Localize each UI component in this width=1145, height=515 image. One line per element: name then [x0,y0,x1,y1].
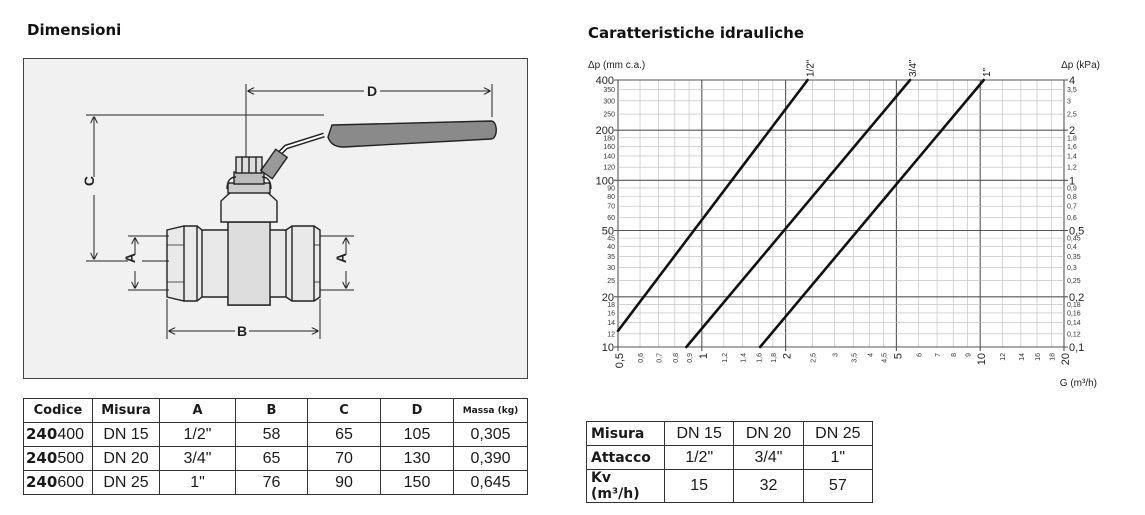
y-right-tick-label: 0,35 [1067,253,1081,261]
y-right-tick-label: 1,4 [1067,153,1077,161]
y-right-tick-label: 1 [1069,175,1076,188]
y-right-tick-label: 1,8 [1067,135,1077,143]
hyd-cell: 3/4" [734,446,803,470]
misura-cell: DN 25 [93,471,160,495]
massa-cell: 0,645 [454,471,528,495]
y-left-tick-label: 160 [603,143,615,151]
y-left-tick-label: 16 [607,310,615,318]
x-tick-label: 4 [867,353,875,357]
y-left-tick-label: 100 [595,175,614,188]
y-left-tick-label: 120 [603,164,615,172]
series-label: 1/2" [805,59,817,77]
d-cell: 150 [381,471,454,495]
plot-frame [618,80,1064,347]
c-cell: 90 [308,471,381,495]
y-left-tick-label: 45 [607,235,615,243]
x-tick-label: 0,7 [656,353,664,363]
y-right-tick-label: 0,16 [1067,310,1081,318]
x-tick-label: 1,8 [770,353,778,363]
series-label: 3/4" [908,59,920,77]
table-row [587,422,873,446]
x-tick-label: 20 [1060,353,1072,366]
table-row [24,447,528,471]
y-left-tick-label: 20 [601,291,614,304]
x-tick-label: 3 [832,353,840,357]
hyd-cell: 15 [665,470,734,503]
hyd-row-label: Kv (m³/h) [587,470,665,503]
dimensions-title: Dimensioni [27,21,122,39]
code-suffix: 500 [57,450,85,467]
code-cell [24,423,93,447]
y-right-tick-label: 0,7 [1067,203,1077,211]
y-right-tick-label: 1,6 [1067,143,1077,151]
y-right-tick-label: 0,9 [1067,185,1077,193]
massa-cell: 0,390 [454,447,528,471]
d-cell: 130 [381,447,454,471]
dimensions-header-row [24,399,528,423]
y-left-tick-label: 400 [595,75,614,87]
code-suffix: 600 [57,474,85,491]
hyd-cell: 1" [803,446,872,470]
x-tick-label: 3,5 [851,353,859,363]
hyd-header-dn15: DN 15 [665,422,734,446]
y-right-tick-label: 0,25 [1067,278,1081,286]
y-left-tick-label: 10 [601,342,614,354]
y-right-tick-label: 0,14 [1067,320,1081,328]
y-left-tick-label: 18 [607,301,615,309]
c-cell: 65 [308,423,381,447]
y-right-tick-label: 2 [1069,125,1076,138]
y-right-tick-label: 0,3 [1067,264,1077,272]
header-a: A [160,399,236,423]
y-left-tick-label: 350 [603,87,615,95]
label-a-right: A [333,252,349,264]
header-b: B [236,399,308,423]
y-right-tick-label: 0,8 [1067,193,1077,201]
y-right-tick-label: 3 [1067,98,1071,106]
y-right-tick-label: 0,5 [1069,225,1085,238]
y-right-tick-label: 0,1 [1069,342,1085,354]
y-right-tick-label: 0,2 [1069,291,1085,304]
y-right-tick-label: 3,5 [1067,87,1077,95]
code-cell [24,447,93,471]
code-cell [24,471,93,495]
x-tick-label: 1 [697,353,710,360]
y-right-tick-label: 2,5 [1067,111,1077,119]
x-tick-label: 9 [965,353,973,357]
d-cell: 105 [381,423,454,447]
hydraulic-title: Caratteristiche idrauliche [588,24,805,42]
y-left-tick-label: 250 [603,111,615,119]
label-d: D [366,83,378,99]
b-cell: 76 [236,471,308,495]
y-right-tick-label: 4 [1069,75,1076,87]
y-left-tick-label: 60 [607,214,615,222]
valve-drawing-svg [24,59,529,380]
header-d: D [381,399,454,423]
x-tick-label: 14 [1018,353,1026,361]
massa-cell: 0,305 [454,423,528,447]
x-tick-label: 0,9 [687,353,695,363]
y-left-tick-label: 180 [603,135,615,143]
code-prefix: 240 [26,449,58,467]
y-left-tick-label: 90 [607,185,615,193]
x-tick-label: 1,4 [740,353,748,363]
valve-body [167,157,320,305]
hyd-header-dn20: DN 20 [734,422,803,446]
y-left-tick-label: 200 [595,125,614,138]
header-misura: Misura [93,399,160,423]
label-c: C [81,175,97,187]
y-left-tick-label: 30 [607,264,615,272]
header-codice: Codice [24,399,93,423]
y-left-tick-label: 140 [603,153,615,161]
y-right-tick-label: 0,18 [1067,301,1081,309]
a-cell: 1" [160,471,236,495]
x-tick-label: 8 [951,353,959,357]
header-c: C [308,399,381,423]
label-a-left: A [122,252,138,264]
hyd-row-label: Attacco [587,446,665,470]
hyd-cell: 1/2" [665,446,734,470]
x-tick-label: 2 [781,353,794,360]
valve-handle [261,121,496,179]
y-left-tick-label: 35 [607,253,615,261]
table-row [24,471,528,495]
code-suffix: 400 [57,426,85,443]
x-tick-label: 12 [1000,353,1008,361]
y-right-label: Δp (kPa) [1061,60,1100,71]
hyd-cell: 57 [803,470,872,503]
dimensions-table [23,398,528,495]
y-right-tick-label: 0,6 [1067,214,1077,222]
a-cell: 1/2" [160,423,236,447]
misura-cell: DN 15 [93,423,160,447]
b-cell: 65 [236,447,308,471]
code-prefix: 240 [26,473,58,491]
x-tick-label: 7 [935,353,943,357]
x-tick-label: 18 [1049,353,1057,361]
x-tick-label: 0,5 [614,353,626,369]
y-left-tick-label: 300 [603,98,615,106]
b-cell: 58 [236,423,308,447]
c-cell: 70 [308,447,381,471]
hydraulic-table [586,421,873,503]
y-left-label: Δp (mm c.a.) [588,60,646,71]
y-left-tick-label: 50 [601,225,614,238]
y-left-tick-label: 70 [607,203,615,211]
y-right-tick-label: 1,2 [1067,164,1077,172]
x-tick-label: 10 [976,353,989,366]
label-b: B [236,323,248,339]
x-tick-label: 2,5 [810,353,818,363]
y-left-tick-label: 12 [607,331,615,339]
y-left-tick-label: 25 [607,278,615,286]
hyd-header-misura: Misura [587,422,665,446]
y-right-tick-label: 0,12 [1067,331,1081,339]
x-tick-label: 1,6 [756,353,764,363]
table-row [24,423,528,447]
code-prefix: 240 [26,425,58,443]
misura-cell: DN 20 [93,447,160,471]
table-row [587,470,873,503]
x-tick-label: 6 [916,353,924,357]
x-tick-label: 0,8 [672,353,680,363]
y-right-tick-label: 0,4 [1067,244,1077,252]
y-left-tick-label: 80 [607,193,615,201]
x-tick-label: 4,5 [881,353,889,363]
x-tick-label: 16 [1035,353,1043,361]
series-label: 1" [981,67,993,77]
a-cell: 3/4" [160,447,236,471]
table-row [587,446,873,470]
hyd-cell: 32 [734,470,803,503]
y-left-tick-label: 40 [607,244,615,252]
x-tick-label: 1,2 [721,353,729,363]
y-right-tick-label: 0,45 [1067,235,1081,243]
x-tick-label: 0,6 [638,353,646,363]
x-axis-label: G (m³/h) [1059,378,1097,389]
hydraulic-chart [570,50,1130,395]
y-left-tick-label: 14 [607,320,615,328]
hyd-header-dn25: DN 25 [803,422,872,446]
header-massa: Massa (kg) [454,399,528,423]
x-tick-label: 5 [892,353,905,360]
valve-drawing [23,58,528,379]
